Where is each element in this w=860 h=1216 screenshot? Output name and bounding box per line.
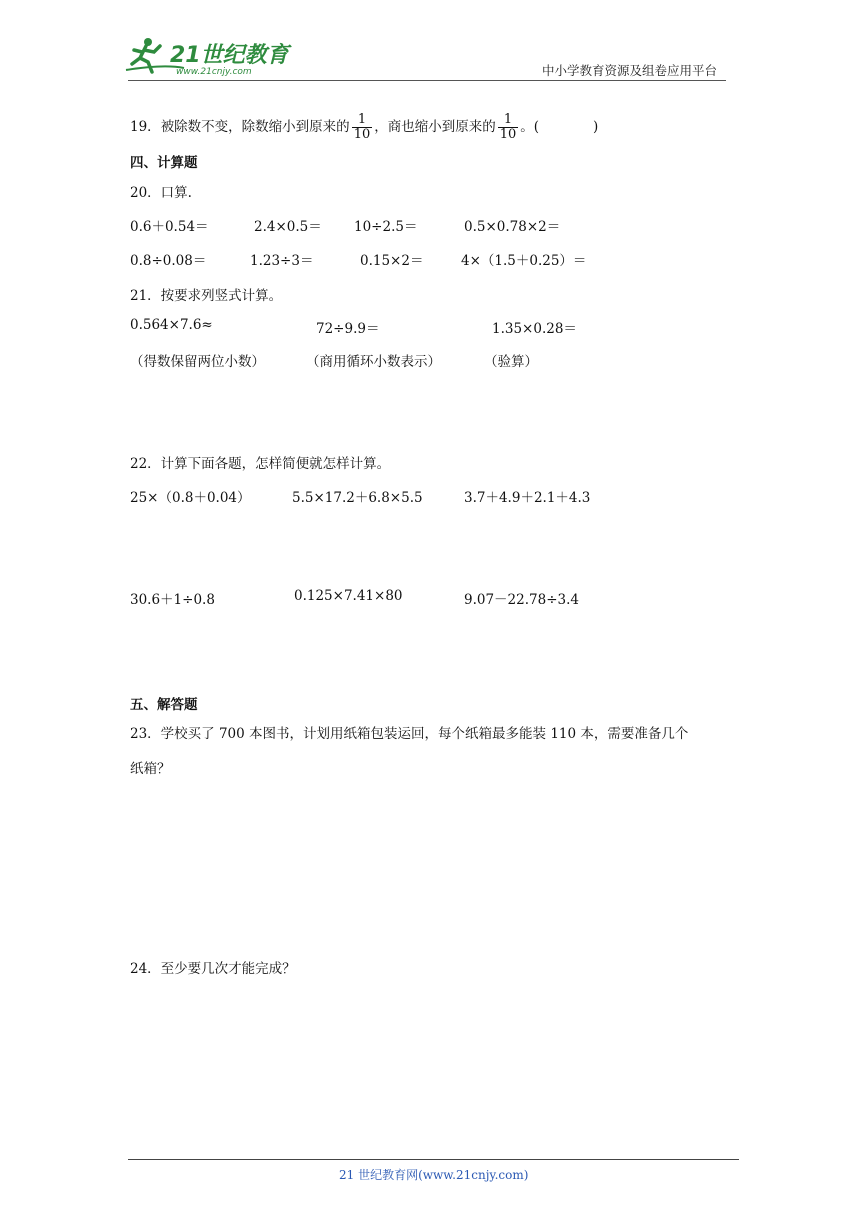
calc-item: 1.23÷3＝ <box>250 253 314 269</box>
calc-item: 0.125×7.41×80 <box>294 588 403 604</box>
calc-item: 3.7＋4.9＋2.1＋4.3 <box>464 490 591 506</box>
calc-item: 30.6＋1÷0.8 <box>130 592 215 608</box>
fraction-one-tenth <box>498 113 519 141</box>
calc-item: 0.15×2＝ <box>360 253 424 269</box>
calc-item: 0.564×7.6≈ <box>130 317 213 333</box>
fraction-denominator: 10 <box>499 127 517 142</box>
fraction-one-tenth <box>352 113 373 141</box>
logo-text: 21世纪教育 <box>170 43 289 68</box>
calc-item: 25×（0.8＋0.04） <box>130 490 251 506</box>
question-23-line1: 23．学校买了 700 本图书，计划用纸箱包装运回，每个纸箱最多能装 110 本，需要准备几个 <box>130 726 689 742</box>
calc-note: （商用循环小数表示） <box>306 354 441 370</box>
calc-item: 0.6＋0.54＝ <box>130 219 209 235</box>
calc-item: 10÷2.5＝ <box>354 219 418 235</box>
calc-item: 2.4×0.5＝ <box>254 219 322 235</box>
logo-url: www.21cnjy.com <box>176 67 252 77</box>
calc-note: （得数保留两位小数） <box>130 354 265 370</box>
calc-item: 9.07－22.78÷3.4 <box>464 592 579 608</box>
footer-link[interactable]: 21 世纪教育网(www.21cnjy.com) <box>339 1168 529 1182</box>
question-22-title: 22．计算下面各题，怎样简便就怎样计算。 <box>130 456 391 472</box>
question-20-title: 20．口算. <box>130 185 192 201</box>
fraction-denominator: 10 <box>353 127 371 142</box>
calc-note: （验算） <box>484 354 538 370</box>
question-24: 24．至少要几次才能完成？ <box>130 961 296 977</box>
footer-divider <box>128 1159 739 1160</box>
header-divider <box>128 80 726 81</box>
question-text: 被除数不变，除数缩小到原来的 <box>160 119 350 135</box>
question-21-title: 21．按要求列竖式计算。 <box>130 288 283 304</box>
logo-graphic <box>124 34 294 78</box>
calc-item: 4×（1.5＋0.25）＝ <box>461 253 587 269</box>
question-text: ，商也缩小到原来的 <box>374 119 496 135</box>
question-number: 19． <box>130 119 161 135</box>
calc-item: 5.5×17.2＋6.8×5.5 <box>292 490 423 506</box>
platform-name: 中小学教育资源及组卷应用平台 <box>542 63 718 78</box>
question-23-line2: 纸箱？ <box>130 761 171 777</box>
calc-item: 0.8÷0.08＝ <box>130 253 207 269</box>
calc-item: 1.35×0.28＝ <box>492 321 577 337</box>
site-logo <box>124 34 294 78</box>
question-19 <box>130 110 598 144</box>
section-title: 五、解答题 <box>130 697 198 713</box>
fraction-numerator: 1 <box>498 113 519 128</box>
section-title: 四、计算题 <box>130 155 198 171</box>
calc-item: 72÷9.9＝ <box>316 321 380 337</box>
answer-blank[interactable]: 。( ) <box>520 119 599 135</box>
calc-item: 0.5×0.78×2＝ <box>464 219 561 235</box>
fraction-numerator: 1 <box>352 113 373 128</box>
